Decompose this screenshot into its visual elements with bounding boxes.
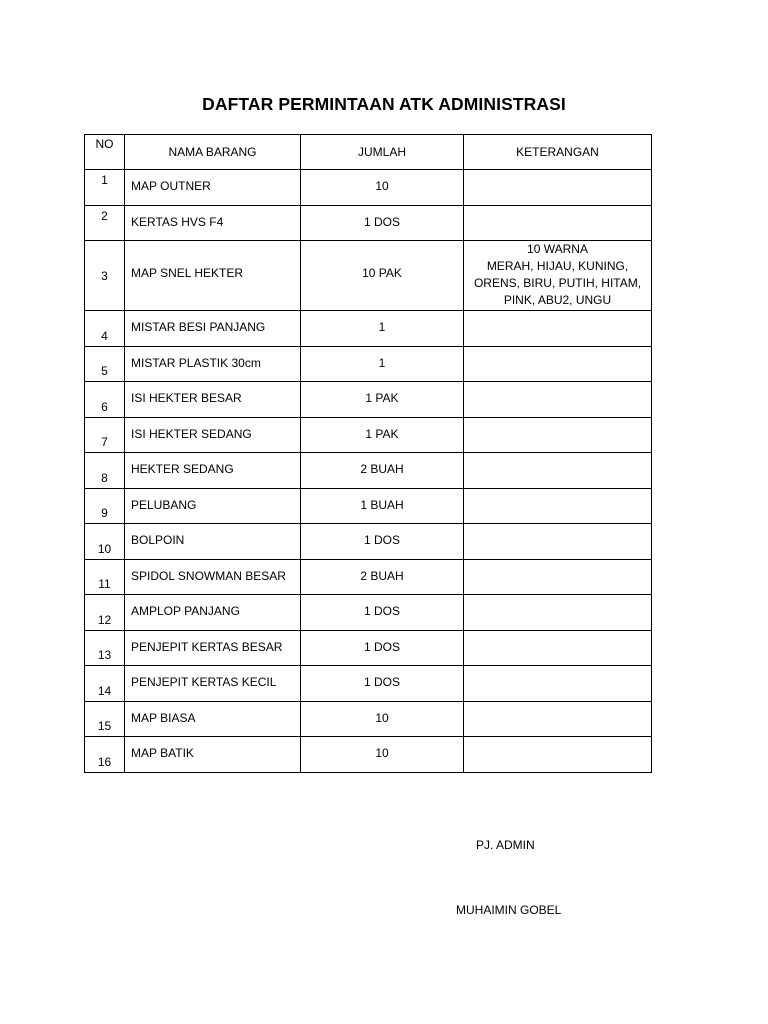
item-note (464, 559, 652, 595)
row-number: 8 (85, 453, 125, 489)
table-row (85, 666, 652, 702)
item-name: MISTAR BESI PANJANG (125, 311, 301, 347)
table-row (85, 701, 652, 737)
note-line: MERAH, HIJAU, KUNING, (486, 259, 629, 273)
item-quantity: 1 DOS (301, 666, 464, 702)
row-number: 6 (85, 382, 125, 418)
note-line: 10 WARNA (527, 242, 588, 256)
header-nama-barang: NAMA BARANG (125, 135, 301, 170)
item-quantity: 1 DOS (301, 630, 464, 666)
item-name: MAP OUTNER (125, 170, 301, 206)
item-note (464, 241, 652, 311)
table-row (85, 417, 652, 453)
table-row (85, 559, 652, 595)
item-note (464, 630, 652, 666)
item-name: MAP BATIK (125, 737, 301, 773)
document-title: DAFTAR PERMINTAAN ATK ADMINISTRASI (202, 94, 566, 114)
table-row (85, 346, 652, 382)
row-number: 4 (85, 311, 125, 347)
item-quantity: 10 (301, 701, 464, 737)
item-quantity: 1 PAK (301, 417, 464, 453)
item-name: PELUBANG (125, 488, 301, 524)
item-note (464, 737, 652, 773)
note-line: ORENS, BIRU, PUTIH, HITAM, (473, 276, 642, 290)
row-number: 3 (85, 241, 125, 311)
row-number: 10 (85, 524, 125, 560)
item-note (464, 595, 652, 631)
item-quantity: 2 BUAH (301, 559, 464, 595)
item-quantity: 10 PAK (301, 241, 464, 311)
table-row (85, 524, 652, 560)
item-note (464, 346, 652, 382)
item-quantity: 2 BUAH (301, 453, 464, 489)
item-note (464, 488, 652, 524)
item-name: ISI HEKTER SEDANG (125, 417, 301, 453)
table-row (85, 170, 652, 206)
item-name: BOLPOIN (125, 524, 301, 560)
item-note (464, 453, 652, 489)
item-name: PENJEPIT KERTAS KECIL (125, 666, 301, 702)
item-name: AMPLOP PANJANG (125, 595, 301, 631)
item-quantity: 1 DOS (301, 595, 464, 631)
item-quantity: 1 (301, 346, 464, 382)
item-quantity: 1 (301, 311, 464, 347)
item-name: MISTAR PLASTIK 30cm (125, 346, 301, 382)
signature-role: PJ. ADMIN (476, 838, 535, 852)
note-line: PINK, ABU2, UNGU (503, 293, 612, 307)
item-name: MAP BIASA (125, 701, 301, 737)
item-name: HEKTER SEDANG (125, 453, 301, 489)
item-quantity: 1 DOS (301, 205, 464, 241)
item-quantity: 10 (301, 737, 464, 773)
item-note (464, 382, 652, 418)
item-note (464, 205, 652, 241)
item-note (464, 666, 652, 702)
table-row (85, 205, 652, 241)
row-number: 15 (85, 701, 125, 737)
header-jumlah: JUMLAH (301, 135, 464, 170)
table-row (85, 453, 652, 489)
row-number: 16 (85, 737, 125, 773)
item-name: PENJEPIT KERTAS BESAR (125, 630, 301, 666)
row-number: 2 (85, 205, 125, 241)
header-keterangan: KETERANGAN (464, 135, 652, 170)
table-row (85, 311, 652, 347)
row-number: 14 (85, 666, 125, 702)
table-row (85, 630, 652, 666)
item-name: KERTAS HVS F4 (125, 205, 301, 241)
row-number: 13 (85, 630, 125, 666)
row-number: 1 (85, 170, 125, 206)
item-note (464, 701, 652, 737)
table-row (85, 488, 652, 524)
table-row (85, 382, 652, 418)
row-number: 5 (85, 346, 125, 382)
item-note (464, 524, 652, 560)
item-quantity: 1 DOS (301, 524, 464, 560)
item-name: ISI HEKTER BESAR (125, 382, 301, 418)
table-row (85, 595, 652, 631)
row-number: 9 (85, 488, 125, 524)
table-row (85, 737, 652, 773)
item-name: MAP SNEL HEKTER (125, 241, 301, 311)
header-no: NO (85, 135, 125, 170)
item-name: SPIDOL SNOWMAN BESAR (125, 559, 301, 595)
item-note (464, 417, 652, 453)
table-body (85, 170, 652, 773)
row-number: 7 (85, 417, 125, 453)
signature-name: MUHAIMIN GOBEL (456, 903, 562, 917)
row-number: 12 (85, 595, 125, 631)
table-header-row (85, 135, 652, 170)
row-number: 11 (85, 559, 125, 595)
request-table (84, 134, 652, 773)
item-note (464, 170, 652, 206)
table-row (85, 241, 652, 311)
item-quantity: 1 BUAH (301, 488, 464, 524)
item-note (464, 311, 652, 347)
item-quantity: 10 (301, 170, 464, 206)
item-quantity: 1 PAK (301, 382, 464, 418)
